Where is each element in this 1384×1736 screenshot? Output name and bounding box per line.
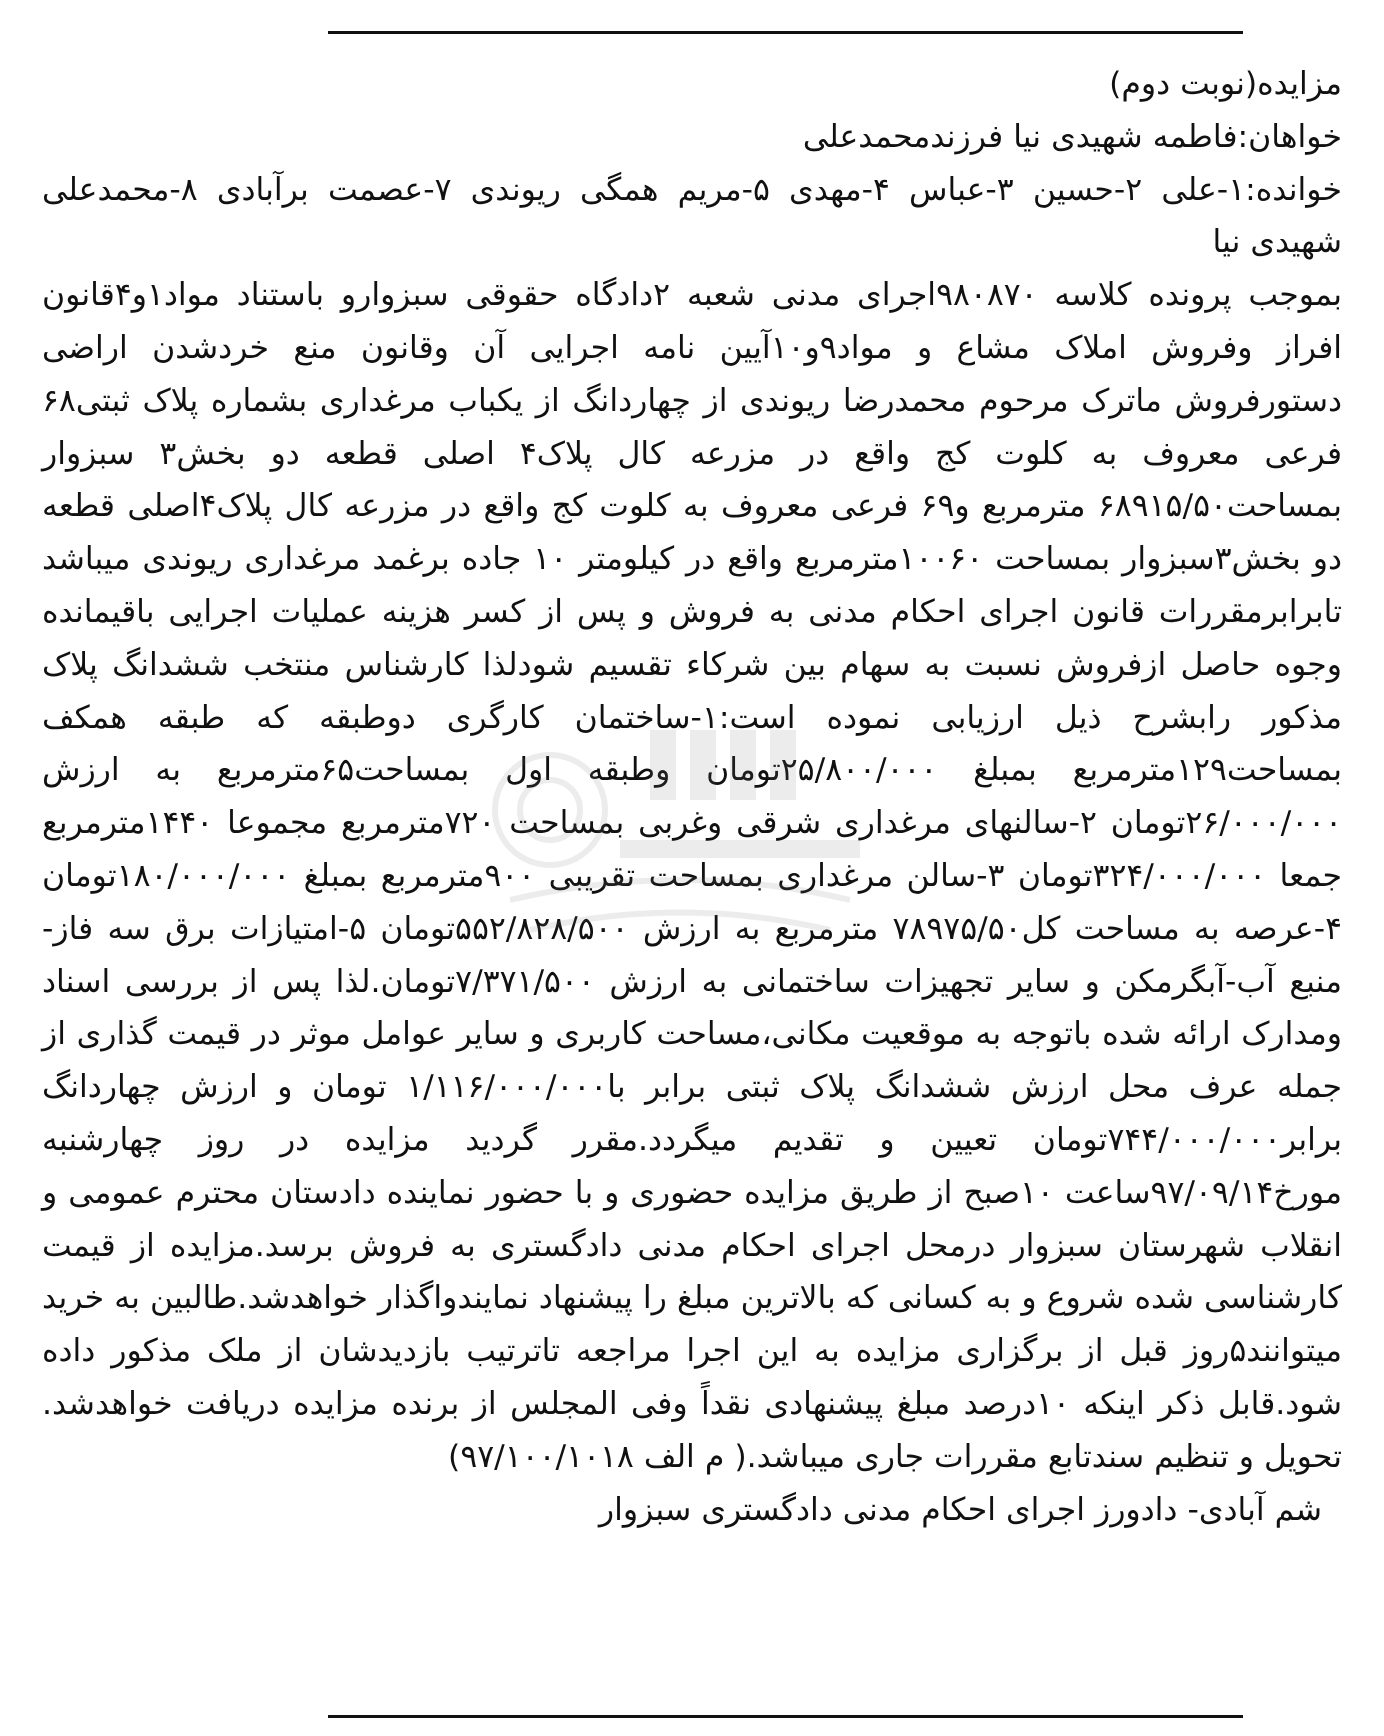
notice-title: مزایده(نوبت دوم) (1109, 66, 1342, 102)
auction-notice (42, 58, 1342, 1536)
notice-body: بموجب پرونده کلاسه ۹۸۰۸۷۰اجرای مدنی شعبه ۲دادگاه حقوقی سبزوارو باستناد مواد۱و۴قانون افراز وفروش املاک مشاع و مواد۹و۱۰آیین نامه اجرایی آن وقانون منع خردشدن اراضی دستورفروش ماترک مرحوم محمدرضا ریوندی از چهاردانگ از یکباب مرغداری بشماره پلاک ثبتی۶۸ فرعی معروف به کلوت کج واقع در مزرعه کال پلاک۴ اصلی قطعه دو بخش۳ سبزوار بمساحت۶۸۹۱۵/۵۰ مترمربع و۶۹ فرعی معروف به کلوت کج واقع در مزرعه کال پلاک۴اصلی قطعه دو بخش۳سبزوار بمساحت ۱۰۰۶۰مترمربع واقع در کیلومتر ۱۰ جاده برغمد مرغداری ریوندی میباشد تابرابرمقررات قانون اجرای احکام مدنی به فروش و پس از کسر هزینه عملیات اجرایی باقیمانده وجوه حاصل ازفروش نسبت به سهام بین شرکاء تقسیم شودلذا کارشناس منتخب ششدانگ پلاک مذکور رابشرح ذیل ارزیابی نموده است:۱-ساختمان کارگری دوطبقه که طبقه همکف بمساحت۱۲۹مترمربع بمبلغ ۲۵/۸۰۰/۰۰۰تومان وطبقه اول بمساحت۶۵مترمربع به ارزش ۲۶/۰۰۰/۰۰۰تومان ۲-سالنهای مرغداری شرقی وغربی بمساحت ۷۲۰مترمربع مجموعا ۱۴۴۰مترمربع جمعا ۳۲۴/۰۰۰/۰۰۰تومان ۳-سالن مرغداری بمساحت تقریبی ۹۰۰مترمربع بمبلغ ۱۸۰/۰۰۰/۰۰۰تومان ۴-عرصه به مساحت کل۷۸۹۷۵/۵۰ مترمربع به ارزش ۵۵۲/۸۲۸/۵۰۰تومان ۵-امتیازات برق سه فاز-منبع آب-آبگرمکن و سایر تجهیزات ساختمانی به ارزش ۷/۳۷۱/۵۰۰تومان.لذا پس از بررسی اسناد ومدارک ارائه شده باتوجه به موقعیت مکانی،مساحت کاربری و سایر عوامل موثر در قیمت گذاری از جمله عرف محل ارزش ششدانگ پلاک ثبتی برابر با۱/۱۱۶/۰۰۰/۰۰۰ تومان و ارزش چهاردانگ برابر۷۴۴/۰۰۰/۰۰۰تومان تعیین و تقدیم میگردد.مقرر گردید مزایده در روز چهارشنبه مورخ۹۷/۰۹/۱۴ساعت ۱۰صبح از طریق مزایده حضوری و با حضور نماینده دادستان محترم عمومی و انقلاب شهرستان سبزوار درمحل اجرای احکام مدنی دادگستری به فروش برسد.مزایده از قیمت کارشناسی شده شروع و به کسانی که بالاترین مبلغ را پیشنهاد نمایندواگذار خواهدشد.طالبین به خرید میتوانند۵روز قبل از برگزاری مزایده به این اجرا مراجعه تاترتیب بازدیدشان از ملک مذکور داده شود.قابل ذکر اینکه ۱۰درصد مبلغ پیشنهادی نقداً وفی المجلس از برنده مزایده دریافت خواهدشد. تحویل و تنظیم سندتابع مقررات جاری میباشد.( م الف ۹۷/۱۰۰/۱۰۱۸) (42, 277, 1343, 1475)
signature-line: شم آبادی- دادورز اجرای احکام مدنی دادگستری سبزوار (598, 1491, 1322, 1528)
defendants-line: خوانده:۱-علی ۲-حسین ۳-عباس ۴-مهدی ۵-مریم همگی ریوندی ۷-عصمت برآبادی ۸-محمدعلی شهیدی نیا (42, 171, 1343, 261)
top-divider (328, 31, 1243, 34)
bottom-divider (328, 1715, 1243, 1718)
plaintiff-line: خواهان:فاطمه شهیدی نیا فرزندمحمدعلی (802, 118, 1342, 155)
